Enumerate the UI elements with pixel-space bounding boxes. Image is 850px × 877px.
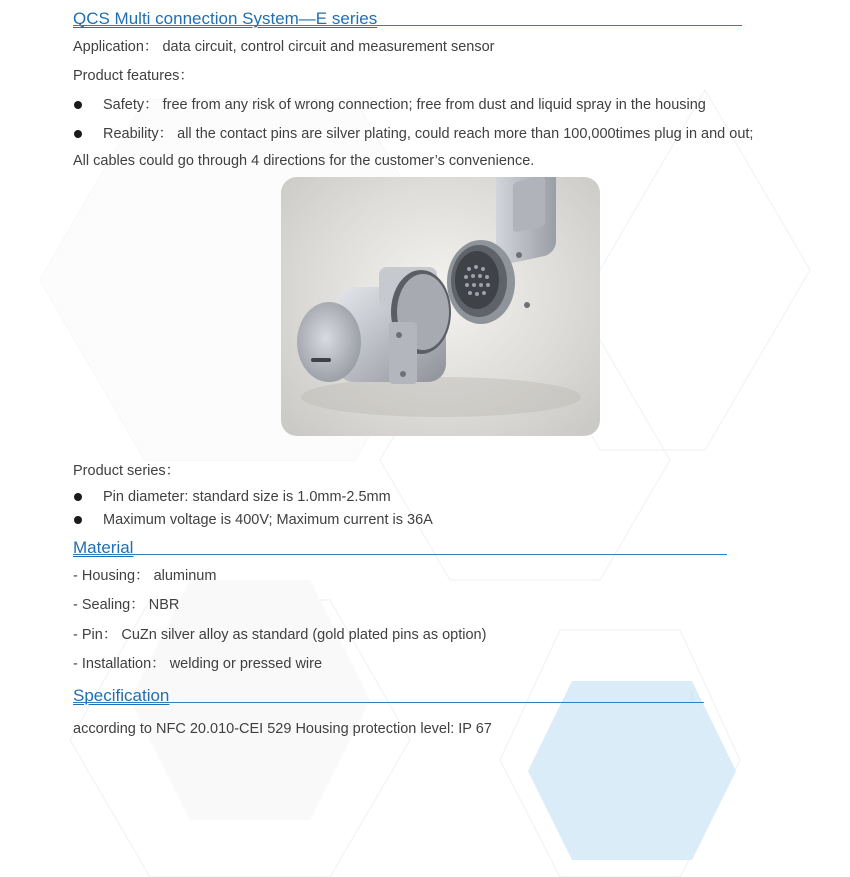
specification-heading: Specification	[73, 686, 170, 705]
series-item: Pin diameter: standard size is 1.0mm-2.5mm	[103, 489, 391, 505]
features-label: Product features：	[73, 68, 194, 84]
bullet-icon	[74, 130, 82, 138]
material-rule	[73, 554, 727, 555]
feature-item: Reability： all the contact pins are silver plating, could reach more than 100,000times plug in and out;	[103, 126, 754, 142]
title-rule	[73, 25, 742, 26]
connector-photo	[281, 177, 600, 436]
application-text: Application： data circuit, control circuit and measurement sensor	[73, 39, 495, 55]
page-title: QCS Multi connection System—E series	[73, 9, 378, 28]
material-item: - Sealing： NBR	[73, 597, 180, 613]
series-label: Product series：	[73, 463, 181, 479]
material-item: - Installation： welding or pressed wire	[73, 656, 323, 672]
specification-rule	[73, 702, 704, 703]
material-item: - Housing： aluminum	[73, 568, 217, 584]
material-heading: Material	[73, 538, 134, 557]
bullet-icon	[74, 101, 82, 109]
material-item: - Pin： CuZn silver alloy as standard (gold plated pins as option)	[73, 627, 487, 643]
feature-item: Safety： free from any risk of wrong connection; free from dust and liquid spray in the housing	[103, 97, 706, 113]
page-number: 1	[688, 688, 696, 703]
series-item: Maximum voltage is 400V; Maximum current is 36A	[103, 512, 433, 528]
cables-note: All cables could go through 4 directions for the customer’s convenience.	[73, 153, 535, 169]
bullet-icon	[74, 493, 82, 501]
specification-text: according to NFC 20.010-CEI 529 Housing protection level: IP 67	[73, 721, 492, 737]
bullet-icon	[74, 516, 82, 524]
